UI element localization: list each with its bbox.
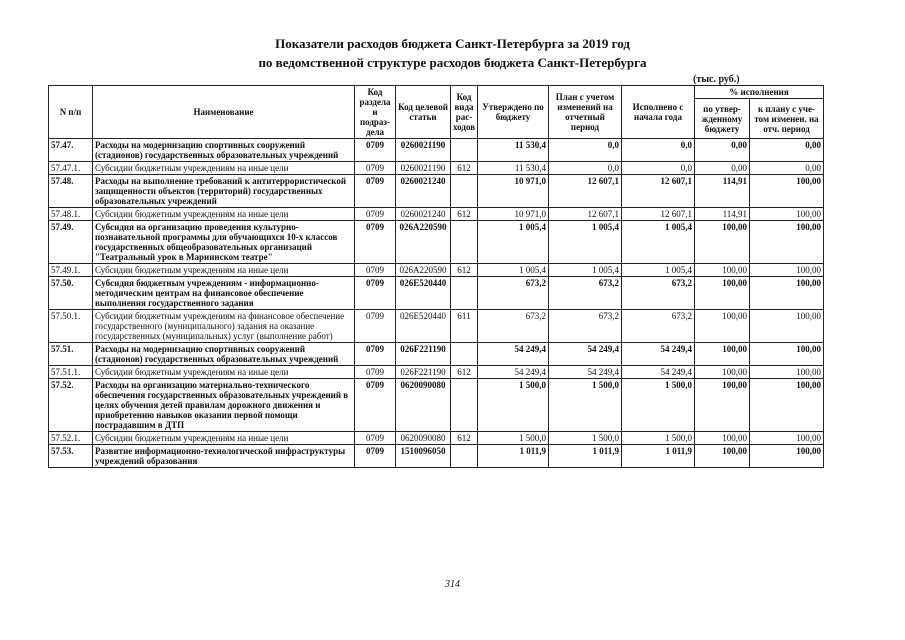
cell-statya: 0260021190 bbox=[396, 162, 451, 175]
cell-pct-plan: 0,00 bbox=[750, 139, 824, 162]
table-row bbox=[49, 139, 824, 162]
cell-vid bbox=[451, 221, 478, 264]
cell-statya: 0620090080 bbox=[396, 379, 451, 432]
cell-razdel: 0709 bbox=[355, 221, 396, 264]
header-pct-plan: к плану с уче-том изменен. на отч. период bbox=[750, 99, 824, 139]
table-row bbox=[49, 175, 824, 208]
cell-utv: 10 971,0 bbox=[478, 175, 549, 208]
cell-razdel: 0709 bbox=[355, 175, 396, 208]
expenditure-table bbox=[48, 85, 824, 468]
document-title bbox=[0, 34, 905, 72]
cell-statya: 0260021240 bbox=[396, 175, 451, 208]
cell-plan: 673,2 bbox=[549, 310, 622, 343]
cell-name: Субсидия бюджетным учреждениям - информационно-методическим центрам на финансовое обеспечение выполнения государственного задания bbox=[93, 277, 355, 310]
cell-name: Субсидии бюджетным учреждениям на иные цели bbox=[93, 162, 355, 175]
cell-pct-plan: 100,00 bbox=[750, 264, 824, 277]
cell-vid: 612 bbox=[451, 208, 478, 221]
table-row bbox=[49, 162, 824, 175]
cell-vid: 611 bbox=[451, 310, 478, 343]
cell-pct-utv: 114,91 bbox=[695, 208, 750, 221]
table-row bbox=[49, 379, 824, 432]
cell-num: 57.52.1. bbox=[49, 432, 93, 445]
cell-vid: 612 bbox=[451, 432, 478, 445]
cell-vid: 612 bbox=[451, 264, 478, 277]
cell-razdel: 0709 bbox=[355, 264, 396, 277]
cell-num: 57.51. bbox=[49, 343, 93, 366]
cell-ispolneno: 0,0 bbox=[622, 162, 695, 175]
cell-utv: 1 500,0 bbox=[478, 432, 549, 445]
cell-utv: 11 530,4 bbox=[478, 139, 549, 162]
cell-num: 57.50. bbox=[49, 277, 93, 310]
cell-pct-utv: 100,00 bbox=[695, 264, 750, 277]
cell-utv: 1 005,4 bbox=[478, 221, 549, 264]
table-row bbox=[49, 366, 824, 379]
cell-utv: 1 005,4 bbox=[478, 264, 549, 277]
cell-plan: 0,0 bbox=[549, 139, 622, 162]
cell-plan: 1 011,9 bbox=[549, 445, 622, 468]
cell-pct-utv: 100,00 bbox=[695, 366, 750, 379]
page-number: 314 bbox=[445, 579, 460, 590]
cell-utv: 10 971,0 bbox=[478, 208, 549, 221]
title-line-1: Показатели расходов бюджета Санкт-Петербурга за 2019 год bbox=[275, 36, 630, 51]
cell-utv: 673,2 bbox=[478, 277, 549, 310]
cell-pct-utv: 100,00 bbox=[695, 221, 750, 264]
cell-pct-plan: 100,00 bbox=[750, 221, 824, 264]
header-utv: Утверждено по бюджету bbox=[478, 86, 549, 139]
table-row bbox=[49, 310, 824, 343]
header-num: N п/п bbox=[49, 86, 93, 139]
cell-plan: 54 249,4 bbox=[549, 343, 622, 366]
cell-statya: 026E520440 bbox=[396, 277, 451, 310]
cell-razdel: 0709 bbox=[355, 208, 396, 221]
cell-utv: 1 011,9 bbox=[478, 445, 549, 468]
header-vid: Код вида рас-ходов bbox=[451, 86, 478, 139]
cell-statya: 026E520440 bbox=[396, 310, 451, 343]
cell-num: 57.51.1. bbox=[49, 366, 93, 379]
table-row bbox=[49, 445, 824, 468]
cell-statya: 1510096050 bbox=[396, 445, 451, 468]
cell-num: 57.47.1. bbox=[49, 162, 93, 175]
cell-plan: 12 607,1 bbox=[549, 208, 622, 221]
cell-pct-utv: 100,00 bbox=[695, 445, 750, 468]
cell-pct-utv: 100,00 bbox=[695, 277, 750, 310]
cell-utv: 673,2 bbox=[478, 310, 549, 343]
table-row bbox=[49, 343, 824, 366]
cell-statya: 026F221190 bbox=[396, 366, 451, 379]
cell-ispolneno: 54 249,4 bbox=[622, 366, 695, 379]
cell-razdel: 0709 bbox=[355, 379, 396, 432]
cell-ispolneno: 673,2 bbox=[622, 310, 695, 343]
cell-pct-utv: 114,91 bbox=[695, 175, 750, 208]
cell-utv: 54 249,4 bbox=[478, 366, 549, 379]
cell-plan: 1 500,0 bbox=[549, 379, 622, 432]
cell-ispolneno: 1 500,0 bbox=[622, 432, 695, 445]
cell-name: Расходы на организацию материально-технического обеспечения государственных образовательных учреждений в целях обучения детей правилам дорожного движения и приобретению навыков оказания первой помощи пострадавшим в ДТП bbox=[93, 379, 355, 432]
cell-statya: 026A220590 bbox=[396, 264, 451, 277]
cell-vid: 612 bbox=[451, 162, 478, 175]
table-row bbox=[49, 208, 824, 221]
cell-vid bbox=[451, 277, 478, 310]
cell-num: 57.50.1. bbox=[49, 310, 93, 343]
cell-plan: 0,0 bbox=[549, 162, 622, 175]
cell-plan: 1 005,4 bbox=[549, 264, 622, 277]
cell-num: 57.52. bbox=[49, 379, 93, 432]
cell-razdel: 0709 bbox=[355, 139, 396, 162]
cell-pct-plan: 100,00 bbox=[750, 343, 824, 366]
cell-plan: 12 607,1 bbox=[549, 175, 622, 208]
cell-ispolneno: 1 005,4 bbox=[622, 264, 695, 277]
cell-name: Субсидия на организацию проведения культурно-познавательной программы для обучающихся 10-х классов государственных общеобразовательных организаций "Театральный урок в Мариинском театре" bbox=[93, 221, 355, 264]
cell-name: Развитие информационно-технологической инфраструктуры учреждений образования bbox=[93, 445, 355, 468]
cell-pct-utv: 100,00 bbox=[695, 343, 750, 366]
cell-statya: 0260021190 bbox=[396, 139, 451, 162]
cell-name: Субсидии бюджетным учреждениям на иные цели bbox=[93, 366, 355, 379]
cell-name: Субсидии бюджетным учреждениям на иные цели bbox=[93, 264, 355, 277]
cell-vid bbox=[451, 175, 478, 208]
cell-vid bbox=[451, 379, 478, 432]
cell-name: Субсидии бюджетным учреждениям на иные цели bbox=[93, 432, 355, 445]
cell-ispolneno: 1 011,9 bbox=[622, 445, 695, 468]
table-row bbox=[49, 432, 824, 445]
header-name: Наименование bbox=[93, 86, 355, 139]
cell-plan: 54 249,4 bbox=[549, 366, 622, 379]
cell-razdel: 0709 bbox=[355, 343, 396, 366]
cell-razdel: 0709 bbox=[355, 277, 396, 310]
cell-plan: 673,2 bbox=[549, 277, 622, 310]
cell-name: Субсидии бюджетным учреждениям на финансовое обеспечение государственного (муниципального) задания на оказание государственных (муниципальных) услуг (выполнение работ) bbox=[93, 310, 355, 343]
cell-pct-plan: 100,00 bbox=[750, 175, 824, 208]
cell-razdel: 0709 bbox=[355, 162, 396, 175]
cell-vid bbox=[451, 343, 478, 366]
table-body bbox=[49, 139, 824, 468]
cell-ispolneno: 673,2 bbox=[622, 277, 695, 310]
cell-razdel: 0709 bbox=[355, 366, 396, 379]
title-line-2: по ведомственной структуре расходов бюджета Санкт-Петербурга bbox=[258, 55, 647, 70]
cell-pct-utv: 0,00 bbox=[695, 139, 750, 162]
table-row bbox=[49, 277, 824, 310]
cell-statya: 026A220590 bbox=[396, 221, 451, 264]
cell-pct-plan: 100,00 bbox=[750, 310, 824, 343]
cell-vid bbox=[451, 139, 478, 162]
cell-vid bbox=[451, 445, 478, 468]
cell-utv: 54 249,4 bbox=[478, 343, 549, 366]
header-razdel: Код раздела и подраз-дела bbox=[355, 86, 396, 139]
cell-utv: 1 500,0 bbox=[478, 379, 549, 432]
cell-ispolneno: 12 607,1 bbox=[622, 175, 695, 208]
cell-razdel: 0709 bbox=[355, 432, 396, 445]
cell-pct-plan: 100,00 bbox=[750, 432, 824, 445]
header-plan: План с учетом изменений на отчетный период bbox=[549, 86, 622, 139]
cell-num: 57.48.1. bbox=[49, 208, 93, 221]
cell-plan: 1 005,4 bbox=[549, 221, 622, 264]
cell-pct-plan: 100,00 bbox=[750, 445, 824, 468]
cell-pct-plan: 100,00 bbox=[750, 379, 824, 432]
cell-pct-plan: 100,00 bbox=[750, 277, 824, 310]
cell-ispolneno: 1 005,4 bbox=[622, 221, 695, 264]
header-pct-group: % исполнения bbox=[695, 86, 824, 99]
cell-vid: 612 bbox=[451, 366, 478, 379]
cell-razdel: 0709 bbox=[355, 310, 396, 343]
cell-ispolneno: 12 607,1 bbox=[622, 208, 695, 221]
table-row bbox=[49, 264, 824, 277]
cell-num: 57.49. bbox=[49, 221, 93, 264]
cell-pct-utv: 0,00 bbox=[695, 162, 750, 175]
cell-statya: 0260021240 bbox=[396, 208, 451, 221]
table-row bbox=[49, 221, 824, 264]
cell-num: 57.49.1. bbox=[49, 264, 93, 277]
units-label: (тыс. руб.) bbox=[693, 74, 740, 85]
cell-name: Расходы на выполнение требований к антитеррористической защищенности объектов (территорий) государственных образовательных учреждений bbox=[93, 175, 355, 208]
cell-pct-plan: 100,00 bbox=[750, 208, 824, 221]
header-pct-utv: по утвер-жденному бюджету bbox=[695, 99, 750, 139]
cell-ispolneno: 54 249,4 bbox=[622, 343, 695, 366]
cell-pct-plan: 0,00 bbox=[750, 162, 824, 175]
header-ispolneno: Исполнено с начала года bbox=[622, 86, 695, 139]
cell-name: Расходы на модернизацию спортивных сооружений (стадионов) государственных образовательных учреждений bbox=[93, 139, 355, 162]
cell-plan: 1 500,0 bbox=[549, 432, 622, 445]
header-statya: Код целевой статьи bbox=[396, 86, 451, 139]
cell-pct-utv: 100,00 bbox=[695, 310, 750, 343]
cell-name: Субсидии бюджетным учреждениям на иные цели bbox=[93, 208, 355, 221]
cell-pct-utv: 100,00 bbox=[695, 432, 750, 445]
cell-ispolneno: 1 500,0 bbox=[622, 379, 695, 432]
cell-statya: 026F221190 bbox=[396, 343, 451, 366]
cell-ispolneno: 0,0 bbox=[622, 139, 695, 162]
cell-pct-utv: 100,00 bbox=[695, 379, 750, 432]
cell-statya: 0620090080 bbox=[396, 432, 451, 445]
cell-num: 57.47. bbox=[49, 139, 93, 162]
cell-razdel: 0709 bbox=[355, 445, 396, 468]
cell-utv: 11 530,4 bbox=[478, 162, 549, 175]
cell-num: 57.53. bbox=[49, 445, 93, 468]
cell-name: Расходы на модернизацию спортивных сооружений (стадионов) государственных образовательных учреждений bbox=[93, 343, 355, 366]
cell-pct-plan: 100,00 bbox=[750, 366, 824, 379]
cell-num: 57.48. bbox=[49, 175, 93, 208]
